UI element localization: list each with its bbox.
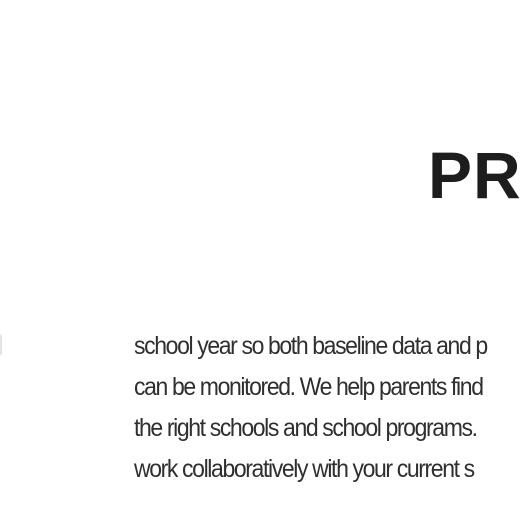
body-line-2: can be monitored. We help parents find [134, 373, 483, 401]
body-paragraph [134, 326, 487, 490]
section-heading: PR [428, 138, 522, 212]
edge-decoration [0, 334, 2, 356]
body-line-3: the right schools and school programs. [134, 414, 477, 442]
body-line-4: work collaboratively with your current s [134, 455, 474, 483]
body-line-1: school year so both baseline data and p [134, 332, 487, 360]
